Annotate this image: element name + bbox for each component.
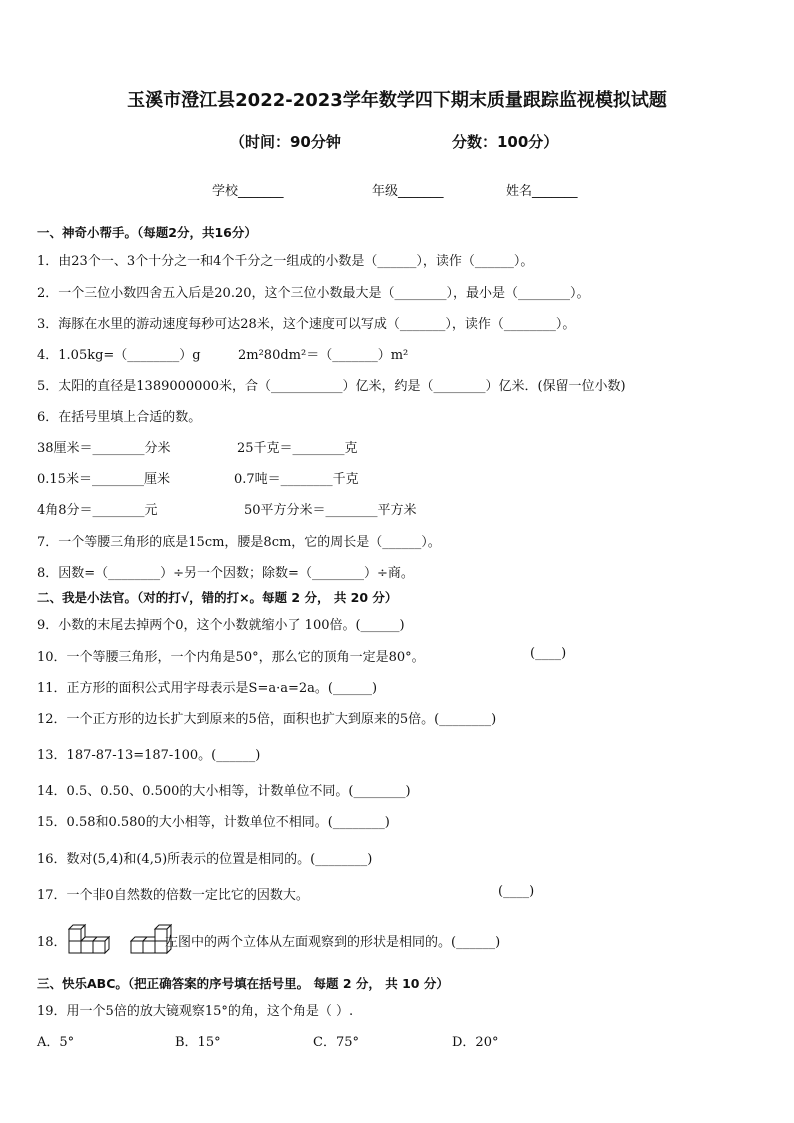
question-7: 7．一个等腰三角形的底是15cm，腰是8cm，它的周长是（______）。 [37, 535, 441, 550]
question-4b: 2m²80dm²＝（_______）m² [238, 348, 409, 363]
question-5: 5．太阳的直径是1389000000米，合（___________）亿米，约是（________）亿米．(保留一位小数) [37, 379, 626, 394]
time-info: （时间：90分钟 [230, 133, 341, 151]
question-10-answer: (____) [530, 646, 567, 661]
grade-field: 年级_______ [372, 184, 444, 199]
option-b: B．15° [175, 1035, 221, 1050]
question-17-answer: (____) [498, 884, 535, 899]
school-field: 学校_______ [212, 184, 284, 199]
question-3: 3．海豚在水里的游动速度每秒可达28米，这个速度可以写成（_______），读作（________）。 [37, 317, 576, 332]
section-heading-3: 三、快乐ABC。（把正确答案的序号填在括号里。 每题 2 分， 共 10 分） [37, 976, 449, 991]
option-c: C．75° [313, 1035, 359, 1050]
question-14: 14．0.5、0.50、0.500的大小相等，计数单位不同。(________) [37, 784, 411, 799]
question-16: 16．数对(5,4)和(4,5)所表示的位置是相同的。(________) [37, 852, 373, 867]
option-a: A．5° [37, 1035, 75, 1050]
question-18: 左图中的两个立体从左面观察到的形状是相同的。(______) [165, 935, 501, 950]
question-6: 6．在括号里填上合适的数。 [37, 410, 202, 425]
page-title: 玉溪市澄江县2022-2023学年数学四下期末质量跟踪监视模拟试题 [127, 90, 667, 111]
name-field: 姓名_______ [506, 184, 578, 199]
score-info: 分数：100分） [452, 133, 559, 151]
question-6-row1-b: 25千克＝________克 [237, 441, 358, 456]
question-10: 10．一个等腰三角形，一个内角是50°，那么它的顶角一定是80°。 [37, 650, 425, 665]
question-6-row2-a: 0.15米＝________厘米 [37, 472, 170, 487]
question-4a: 4．1.05kg=（________）g [37, 348, 201, 363]
question-19: 19．用一个5倍的放大镜观察15°的角，这个角是（ ）. [37, 1004, 354, 1019]
question-11: 11．正方形的面积公式用字母表示是S=a·a=2a。(______) [37, 681, 378, 696]
section-heading-2: 二、我是小法官。（对的打√，错的打×。每题 2 分， 共 20 分） [37, 590, 398, 605]
question-6-row2-b: 0.7吨＝________千克 [234, 472, 359, 487]
question-6-row1-a: 38厘米＝________分米 [37, 441, 171, 456]
question-6-row3-b: 50平方分米＝________平方米 [244, 503, 417, 518]
question-15: 15．0.58和0.580的大小相等，计数单位不相同。(________) [37, 815, 390, 830]
question-6-row3-a: 4角8分＝________元 [37, 503, 158, 518]
question-1: 1．由23个一、3个十分之一和4个千分之一组成的小数是（______），读作（______）。 [37, 254, 534, 269]
question-2: 2．一个三位小数四舍五入后是20.20，这个三位小数最大是（________），最小是（________）。 [37, 286, 590, 301]
question-9: 9．小数的末尾去掉两个0，这个小数就缩小了 100倍。(______) [37, 618, 405, 633]
question-12: 12．一个正方形的边长扩大到原来的5倍，面积也扩大到原来的5倍。(________) [37, 712, 497, 727]
question-13: 13．187-87-13=187-100。(______) [37, 748, 261, 763]
section-heading-1: 一、神奇小帮手。（每题2分，共16分） [37, 225, 257, 240]
question-17: 17．一个非0自然数的倍数一定比它的因数大。 [37, 888, 309, 903]
question-8: 8．因数=（________）÷另一个因数；除数=（________）÷商。 [37, 566, 414, 581]
cube-figure-left [68, 919, 110, 955]
option-d: D．20° [452, 1035, 499, 1050]
question-18-number: 18． [37, 935, 67, 950]
